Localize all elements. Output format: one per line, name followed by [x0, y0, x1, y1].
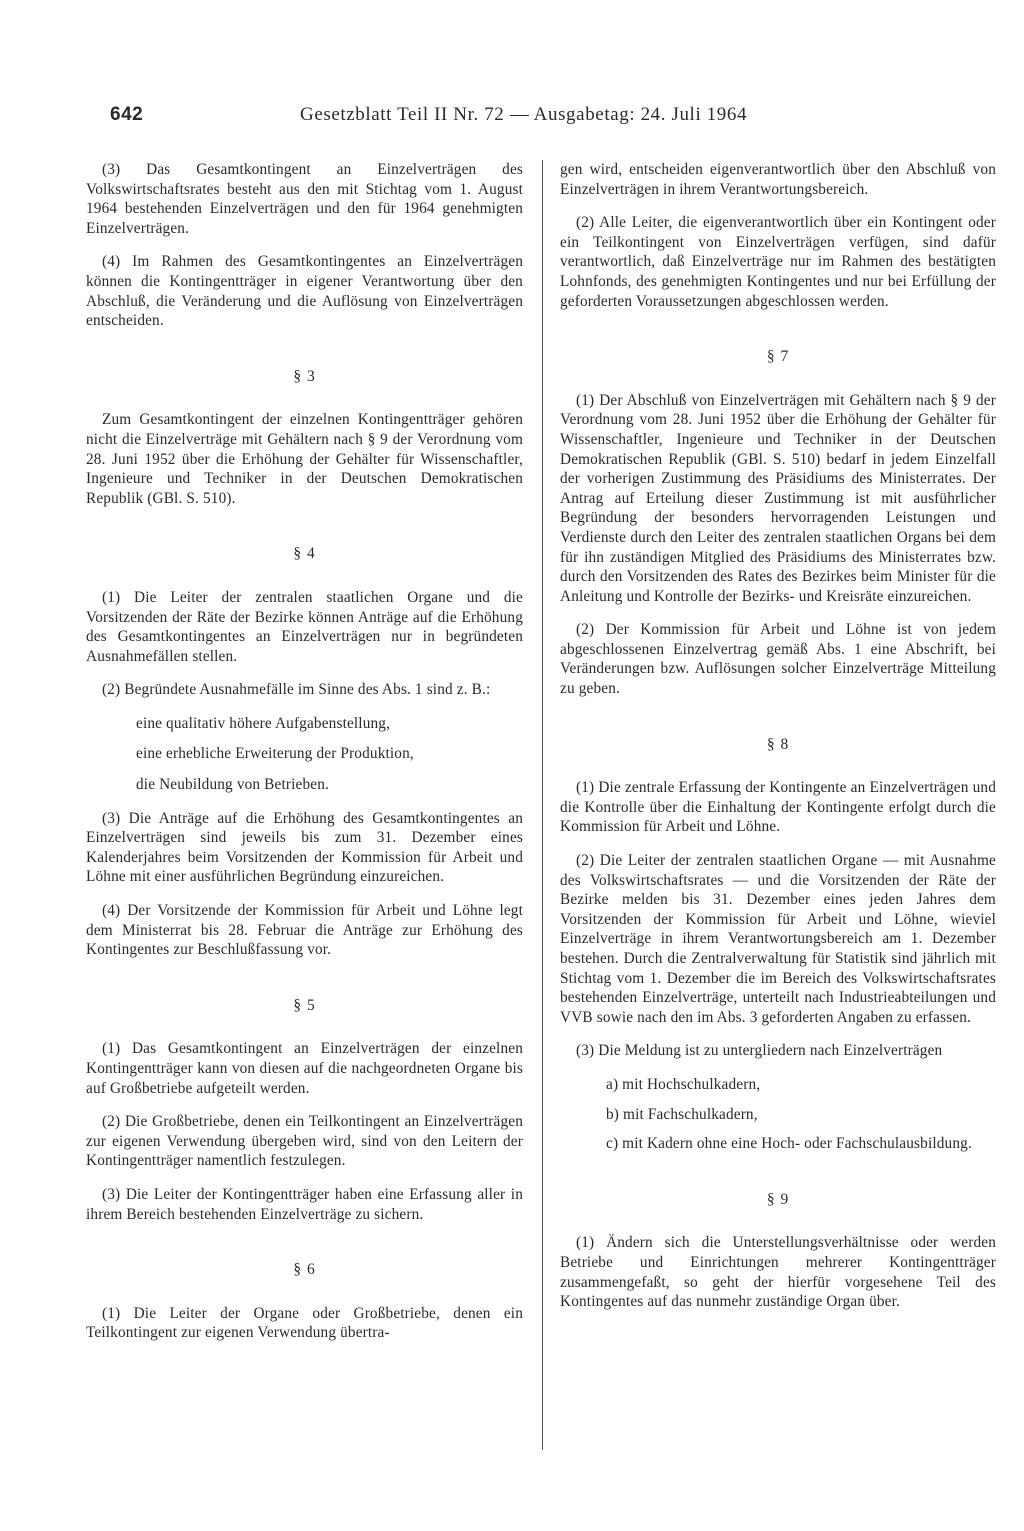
column-divider: [542, 160, 543, 1450]
list-item: b) mit Fachschulkadern,: [606, 1105, 758, 1123]
list-item: eine qualitativ höhere Aufgabenstellung,: [136, 714, 391, 732]
paragraph: (1) Die Leiter der Organe oder Großbetriebe, denen ein Teilkontingent zur eigenen Verwendung übertra-: [86, 1304, 523, 1342]
list-item: c) mit Kadern ohne eine Hoch- oder Fachschulausbildung.: [606, 1135, 972, 1153]
paragraph: (2) Der Kommission für Arbeit und Löhne ist von jedem abgeschlossenen Einzelvertrag gemäß Abs. 1 eine Abschrift, bei Veränderungen bzw. Auflösungen solcher Einzelverträge Mitteilung zu geben.: [560, 621, 996, 698]
paragraph: (1) Die zentrale Erfassung der Kontingente an Einzelverträgen und die Kontrolle über die Einhaltung der Kontingente erfolgt durch die Kommission für Arbeit und Löhne.: [560, 779, 996, 836]
section-heading-9: § 9: [766, 1190, 790, 1208]
paragraph: (2) Begründete Ausnahmefälle im Sinne des Abs. 1 sind z. B.:: [102, 681, 491, 699]
paragraph: (1) Das Gesamtkontingent an Einzelverträgen der einzelnen Kontingentträger kann von diesen auf die nachgeordneten Organe bis auf Großbetriebe aufgeteilt werden.: [86, 1040, 523, 1097]
right-column: [560, 160, 996, 1326]
page-header: [0, 100, 1024, 132]
paragraph-continuation: gen wird, entscheiden eigenverantwortlich über den Abschluß von Einzelverträgen in ihrem Verantwortungsbereich.: [560, 161, 996, 198]
list-item: die Neubildung von Betrieben.: [136, 776, 329, 794]
list-item: a) mit Hochschulkadern,: [606, 1075, 761, 1093]
paragraph: (4) Im Rahmen des Gesamtkontingentes an Einzelverträgen können die Kontingentträger in eigener Verantwortung über den Abschluß, die Veränderung und die Auflösung von Einzelverträgen entscheiden.: [86, 253, 523, 330]
paragraph: (1) Ändern sich die Unterstellungsverhältnisse oder werden Betriebe und Einrichtungen mehrerer Kontingentträger zusammengefaßt, so geht der hierfür vorgesehene Teil des Kontingentes auf das nunmehr zuständige Organ über.: [560, 1234, 996, 1311]
paragraph: (2) Die Großbetriebe, denen ein Teilkontingent an Einzelverträgen zur eigenen Verwendung übergeben wird, sind von den Leitern der Kontingentträger namentlich festzulegen.: [86, 1113, 523, 1170]
paragraph: (2) Alle Leiter, die eigenverantwortlich über ein Kontingent oder ein Teilkontingent von Einzelverträgen verfügen, sind dafür verantwortlich, daß Einzelverträge nur im Rahmen des bestätigten Lohnfonds, des genehmigten Kontingentes und nur bei Erfüllung der geforderten Voraussetzungen abgeschlossen werden.: [560, 214, 996, 310]
section-heading-8: § 8: [766, 735, 790, 753]
paragraph: (1) Die Leiter der zentralen staatlichen Organe und die Vorsitzenden der Räte der Bezirke können Anträge auf die Erhöhung des Gesamtkontingentes an Einzelverträgen nur in begründeten Ausnahmefällen stellen.: [86, 588, 523, 665]
list-item: eine erhebliche Erweiterung der Produktion,: [136, 745, 414, 763]
section-heading-4: § 4: [293, 545, 316, 563]
page-number: 642: [110, 104, 144, 125]
paragraph: (3) Die Anträge auf die Erhöhung des Gesamtkontingentes an Einzelverträgen sind jeweils bis zum 31. Dezember eines Kalenderjahres beim Vorsitzenden der Kommission für Arbeit und Löhne mit einer ausführlichen Begründung einzureichen.: [86, 809, 523, 886]
paragraph: (4) Der Vorsitzende der Kommission für Arbeit und Löhne legt dem Ministerrat bis 28. Februar die Anträge zur Erhöhung des Kontingentes zur Beschlußfassung vor.: [86, 902, 523, 959]
section-heading-5: § 5: [293, 996, 316, 1014]
paragraph: (3) Das Gesamtkontingent an Einzelverträgen des Volkswirtschaftsrates besteht aus den mit Stichtag vom 1. August 1964 bestehenden Einzelverträgen und den für 1964 genehmigten Einzelverträgen.: [86, 161, 523, 237]
section-heading-6: § 6: [293, 1261, 316, 1279]
paragraph: (3) Die Leiter der Kontingentträger haben eine Erfassung aller in ihrem Bereich bestehenden Einzelverträge zu sichern.: [86, 1185, 523, 1223]
section-heading-7: § 7: [766, 348, 790, 366]
paragraph: (1) Der Abschluß von Einzelverträgen mit Gehältern nach § 9 der Verordnung vom 28. Juni 1952 über die Erhöhung der Gehälter für Wissenschaftler, Ingenieure und Techniker in der Deutschen Demokratischen Republik (GBl. S. 510) bedarf in jedem Einzelfall der vorherigen Zustimmung des Präsidiums des Ministerrates. Der Antrag auf Erteilung dieser Zustimmung ist mit ausführlicher Begründung der besonders hervorragenden Leistungen und Verdienste durch den Leiter des zentralen staatlichen Organs bei dem für ihn zuständigen Mitglied des Präsidiums des Ministerrates bzw. durch den Vorsitzenden des Rates des Bezirkes beim Minister für die Anleitung und Kontrolle der Bezirks- und Kreisräte einzureichen.: [560, 391, 996, 605]
paragraph: Zum Gesamtkontingent der einzelnen Kontingentträger gehören nicht die Einzelverträge mit Gehältern nach § 9 der Verordnung vom 28. Juni 1952 über die Erhöhung der Gehälter für Wissenschaftler, Ingenieure und Techniker in der Deutschen Demokratischen Republik (GBl. S. 510).: [86, 411, 523, 507]
paragraph: (3) Die Meldung ist zu untergliedern nach Einzelverträgen: [576, 1042, 943, 1060]
section-heading-3: § 3: [293, 367, 316, 385]
exception-list: [86, 714, 523, 795]
paragraph: (2) Die Leiter der zentralen staatlichen Organe — mit Ausnahme des Volkswirtschaftsrates — und die Vorsitzenden der Räte der Bezirke melden bis 31. Dezember eines jeden Jahres dem Vorsitzenden der Kommission für Arbeit und Löhne, wieviel Einzelverträge in ihrem Verantwortungsbereich am 1. Dezember bestehen. Durch die Zentralverwaltung für Statistik sind jährlich mit Stichtag vom 1. Dezember die im Bereich des Volkswirtschaftsrates bestehenden Einzelverträge, unterteilt nach Industrieabteilungen und VVB sowie nach den im Abs. 3 geforderten Angaben zu erfassen.: [560, 852, 996, 1026]
category-list: [560, 1075, 996, 1154]
left-column: [86, 160, 523, 1357]
running-title: Gesetzblatt Teil II Nr. 72 — Ausgabetag: 24. Juli 1964: [300, 104, 748, 125]
